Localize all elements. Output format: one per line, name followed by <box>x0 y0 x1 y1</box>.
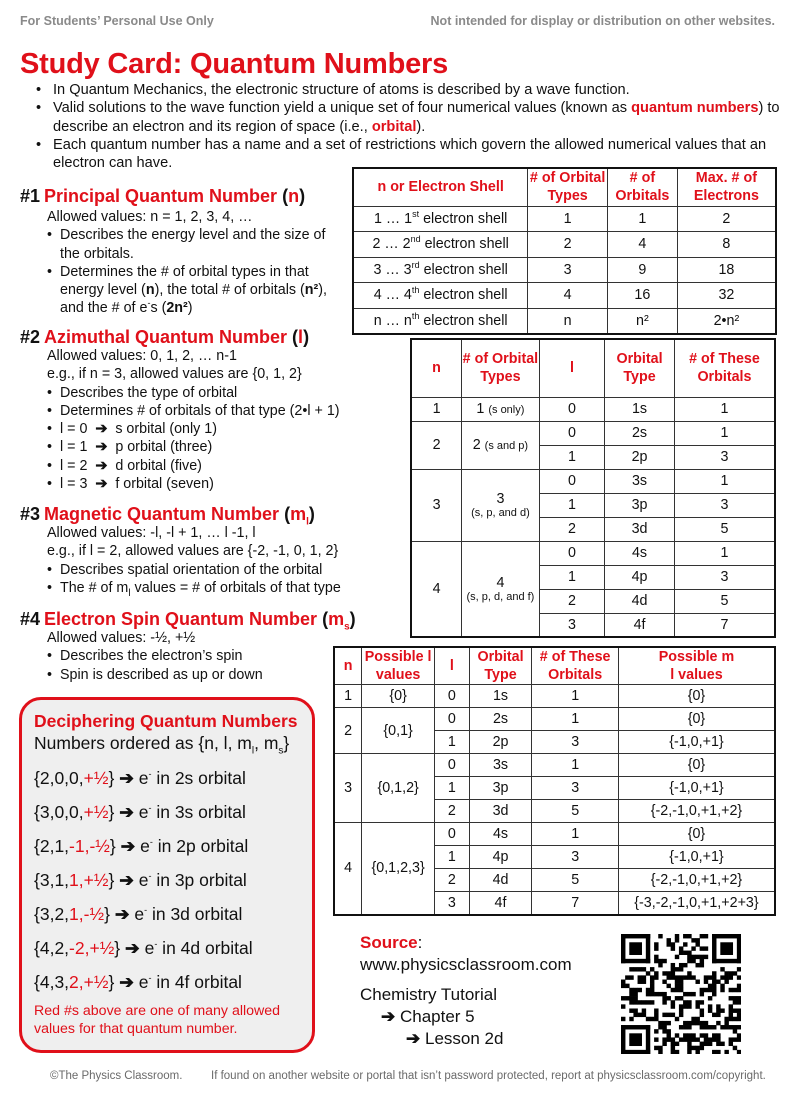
table-row: 1 2p 3 <box>411 445 775 469</box>
distribution-note: Not intended for display or distribution on other websites. <box>430 14 775 28</box>
col-header: Orbital Type <box>469 647 532 685</box>
personal-use-note: For Students’ Personal Use Only <box>20 14 214 28</box>
table-row: 1 3p 3 <box>411 493 775 517</box>
example-line: {4,3,2,+½} ➔ e- in 4f orbital <box>34 972 242 992</box>
col-header: n <box>334 647 362 685</box>
section-3-body <box>47 524 367 597</box>
deciphering-panel <box>19 697 315 1053</box>
arrow-icon: ➔ <box>95 439 108 456</box>
intro-list <box>36 81 788 172</box>
s1-bullet-1: • Describes the energy level and the size of the orbitals. <box>47 226 337 263</box>
table-row: 3 {0,1,2} 0 3s 1 {0} <box>334 754 775 777</box>
table-row: 2 3d 5 <box>411 517 775 541</box>
s4-bullet-1: • Describes the electron’s spin <box>47 647 337 665</box>
section-1-body <box>47 208 337 318</box>
table-row: 3 3 (s, p, and d) 0 3s 1 <box>411 469 775 493</box>
s1-bullet-2: • Determines the # of orbital types in that energy level (n), the total # of orbitals (n²), and the # of e-s (2n²) <box>47 263 337 318</box>
table-row: 3 … 3rd electron shell 3 9 18 <box>353 257 776 283</box>
col-header: l <box>539 339 604 397</box>
s4-allowed: Allowed values: -½, +½ <box>47 630 196 646</box>
table-row: 2 … 2nd electron shell 2 4 8 <box>353 232 776 258</box>
table-row: 4 {0,1,2,3} 0 4s 1 {0} <box>334 823 775 846</box>
table-row: 1 1 (s only) 0 1s 1 <box>411 397 775 421</box>
col-header: Orbital Type <box>605 339 675 397</box>
intro-bullet-2: • Valid solutions to the wave function yield a unique set of four numerical values (known as quantum numbers) to describe an electron and its region of space (i.e., orbital). <box>36 99 788 136</box>
table-row: 4 … 4th electron shell 4 16 32 <box>353 283 776 309</box>
intro-bullet-3: • Each quantum number has a name and a set of restrictions which govern the allowed numerical values that an electron can have. <box>36 136 788 173</box>
s3-allowed: Allowed values: -l, -l + 1, … l -1, l <box>47 525 256 541</box>
arrow-icon: ➔ <box>95 457 108 474</box>
col-header: # of These Orbitals <box>674 339 775 397</box>
page-title: Study Card: Quantum Numbers <box>20 48 449 80</box>
magnetic-values-table <box>333 646 776 916</box>
col-header: # of Orbital Types <box>462 339 540 397</box>
arrow-icon: ➔ <box>381 1007 396 1026</box>
example-line: {4,2,-2,+½} ➔ e- in 4d orbital <box>34 938 253 958</box>
s2-bullet-l1: • l = 1 ➔ p orbital (three) <box>47 438 367 456</box>
section-2-heading: #2 Azimuthal Quantum Number (l) <box>20 327 310 347</box>
arrow-icon: ➔ <box>125 938 140 958</box>
table-row: 3 4f 7 {-3,-2,-1,0,+1,+2+3} <box>334 892 775 915</box>
table-row: 2 3d 5 {-2,-1,0,+1,+2} <box>334 800 775 823</box>
arrow-icon: ➔ <box>119 870 134 890</box>
source-url[interactable]: www.physicsclassroom.com <box>360 955 572 974</box>
arrow-icon: ➔ <box>119 802 134 822</box>
arrow-icon: ➔ <box>114 904 130 924</box>
table-row: 1 {0} 0 1s 1 {0} <box>334 685 775 708</box>
section-4-heading: #4 Electron Spin Quantum Number $(m_s)$ <box>20 609 356 633</box>
intro-bullet-1: • In Quantum Mechanics, the electronic structure of atoms is described by a wave function. <box>36 81 788 99</box>
source-block: Source: www.physicsclassroom.com Chemistry Tutorial ➔ Chapter 5 ➔ Lesson 2d <box>360 932 600 1050</box>
s2-bullet-2: • Determines # of orbitals of that type (2•l + 1) <box>47 402 367 420</box>
source-label: Source <box>360 933 418 952</box>
qr-code-icon[interactable] <box>621 934 741 1054</box>
s1-allowed: Allowed values: n = 1, 2, 3, 4, … <box>47 209 253 225</box>
copyright-text: ©The Physics Classroom. <box>50 1070 183 1082</box>
chapter-line: ➔ Chapter 5 <box>381 1007 475 1026</box>
table-row: 1 2p 3 {-1,0,+1} <box>334 731 775 754</box>
col-header: Possible l values <box>362 647 435 685</box>
table-header-row <box>411 339 775 397</box>
col-header: # of Orbitals <box>607 168 677 206</box>
s2-bullet-l2: • l = 2 ➔ d orbital (five) <box>47 457 367 475</box>
arrow-icon: ➔ <box>95 421 108 438</box>
col-header: n <box>411 339 462 397</box>
example-line: {3,2,1,-½} ➔ e- in 3d orbital <box>34 904 243 924</box>
col-header: l <box>435 647 470 685</box>
s2-bullet-1: • Describes the type of orbital <box>47 384 367 402</box>
lesson-line: ➔ Lesson 2d <box>406 1029 504 1048</box>
s4-bullet-2: • Spin is described as up or down <box>47 666 337 684</box>
col-header: # of Orbital Types <box>528 168 608 206</box>
col-header: Possible m l values <box>618 647 775 685</box>
col-header: Max. # of Electrons <box>677 168 776 206</box>
example-line: {2,0,0,+½} ➔ e- in 2s orbital <box>34 768 246 788</box>
deciphering-title: Deciphering Quantum Numbers <box>34 711 298 731</box>
s2-example: e.g., if n = 3, allowed values are {0, 1, 2} <box>47 366 302 383</box>
s2-bullet-l0: • l = 0 ➔ s orbital (only 1) <box>47 420 367 438</box>
example-line: {3,0,0,+½} ➔ e- in 3s orbital <box>34 802 246 822</box>
table-row: 1 4p 3 <box>411 565 775 589</box>
col-header: n or Electron Shell <box>353 168 528 206</box>
orbital-types-table <box>410 338 776 638</box>
section-2-body <box>47 347 367 493</box>
s3-bullet-1: • Describes spatial orientation of the orbital <box>47 561 367 579</box>
arrow-icon: ➔ <box>406 1029 421 1048</box>
section-1-heading: #1 Principal Quantum Number (n) <box>20 186 306 206</box>
report-text: If found on another website or portal that isn’t password protected, report at physicsclassroom.com/copyright. <box>211 1070 766 1082</box>
table-row: 2 4d 5 <box>411 589 775 613</box>
table-row: 1 3p 3 {-1,0,+1} <box>334 777 775 800</box>
table-row: 1 4p 3 {-1,0,+1} <box>334 846 775 869</box>
arrow-icon: ➔ <box>119 972 134 992</box>
example-line: {2,1,-1,-½} ➔ e- in 2p orbital <box>34 836 249 856</box>
section-4-body <box>47 629 337 684</box>
s2-allowed: Allowed values: 0, 1, 2, … n-1 <box>47 348 237 364</box>
example-line: {3,1,1,+½} ➔ e- in 3p orbital <box>34 870 247 890</box>
col-header: # of These Orbitals <box>532 647 619 685</box>
s3-bullet-2: • The # of $m_l$ values = # of orbitals of that type <box>47 579 367 597</box>
electron-shell-table <box>352 167 777 335</box>
table-row: 2 4d 5 {-2,-1,0,+1,+2} <box>334 869 775 892</box>
s3-example: e.g., if l = 2, allowed values are {-2, -1, 0, 1, 2} <box>47 543 339 560</box>
table-row: 1 … 1st electron shell 1 1 2 <box>353 206 776 232</box>
arrow-icon: ➔ <box>119 768 134 788</box>
table-header-row <box>353 168 776 206</box>
section-3-heading: #3 Magnetic Quantum Number $(m_l)$ <box>20 504 315 528</box>
arrow-icon: ➔ <box>95 476 108 493</box>
arrow-icon: ➔ <box>120 836 136 856</box>
deciphering-subtitle: Numbers ordered as {n, l, $m_l$, $m_s$} <box>34 733 290 757</box>
table-row: 2 {0,1} 0 2s 1 {0} <box>334 708 775 731</box>
s2-bullet-l3: • l = 3 ➔ f orbital (seven) <box>47 475 367 493</box>
deciphering-note: Red #s above are one of many allowed values for that quantum number. <box>34 1003 281 1037</box>
table-row: 2 2 (s and p) 0 2s 1 <box>411 421 775 445</box>
table-row: 4 4 (s, p, d, and f) 0 4s 1 <box>411 541 775 565</box>
tutorial-name: Chemistry Tutorial <box>360 985 497 1004</box>
table-header-row <box>334 647 775 685</box>
table-row: 3 4f 7 <box>411 613 775 637</box>
table-row: n … $n^{th}$ electron shell n n² 2•n² <box>353 308 776 334</box>
